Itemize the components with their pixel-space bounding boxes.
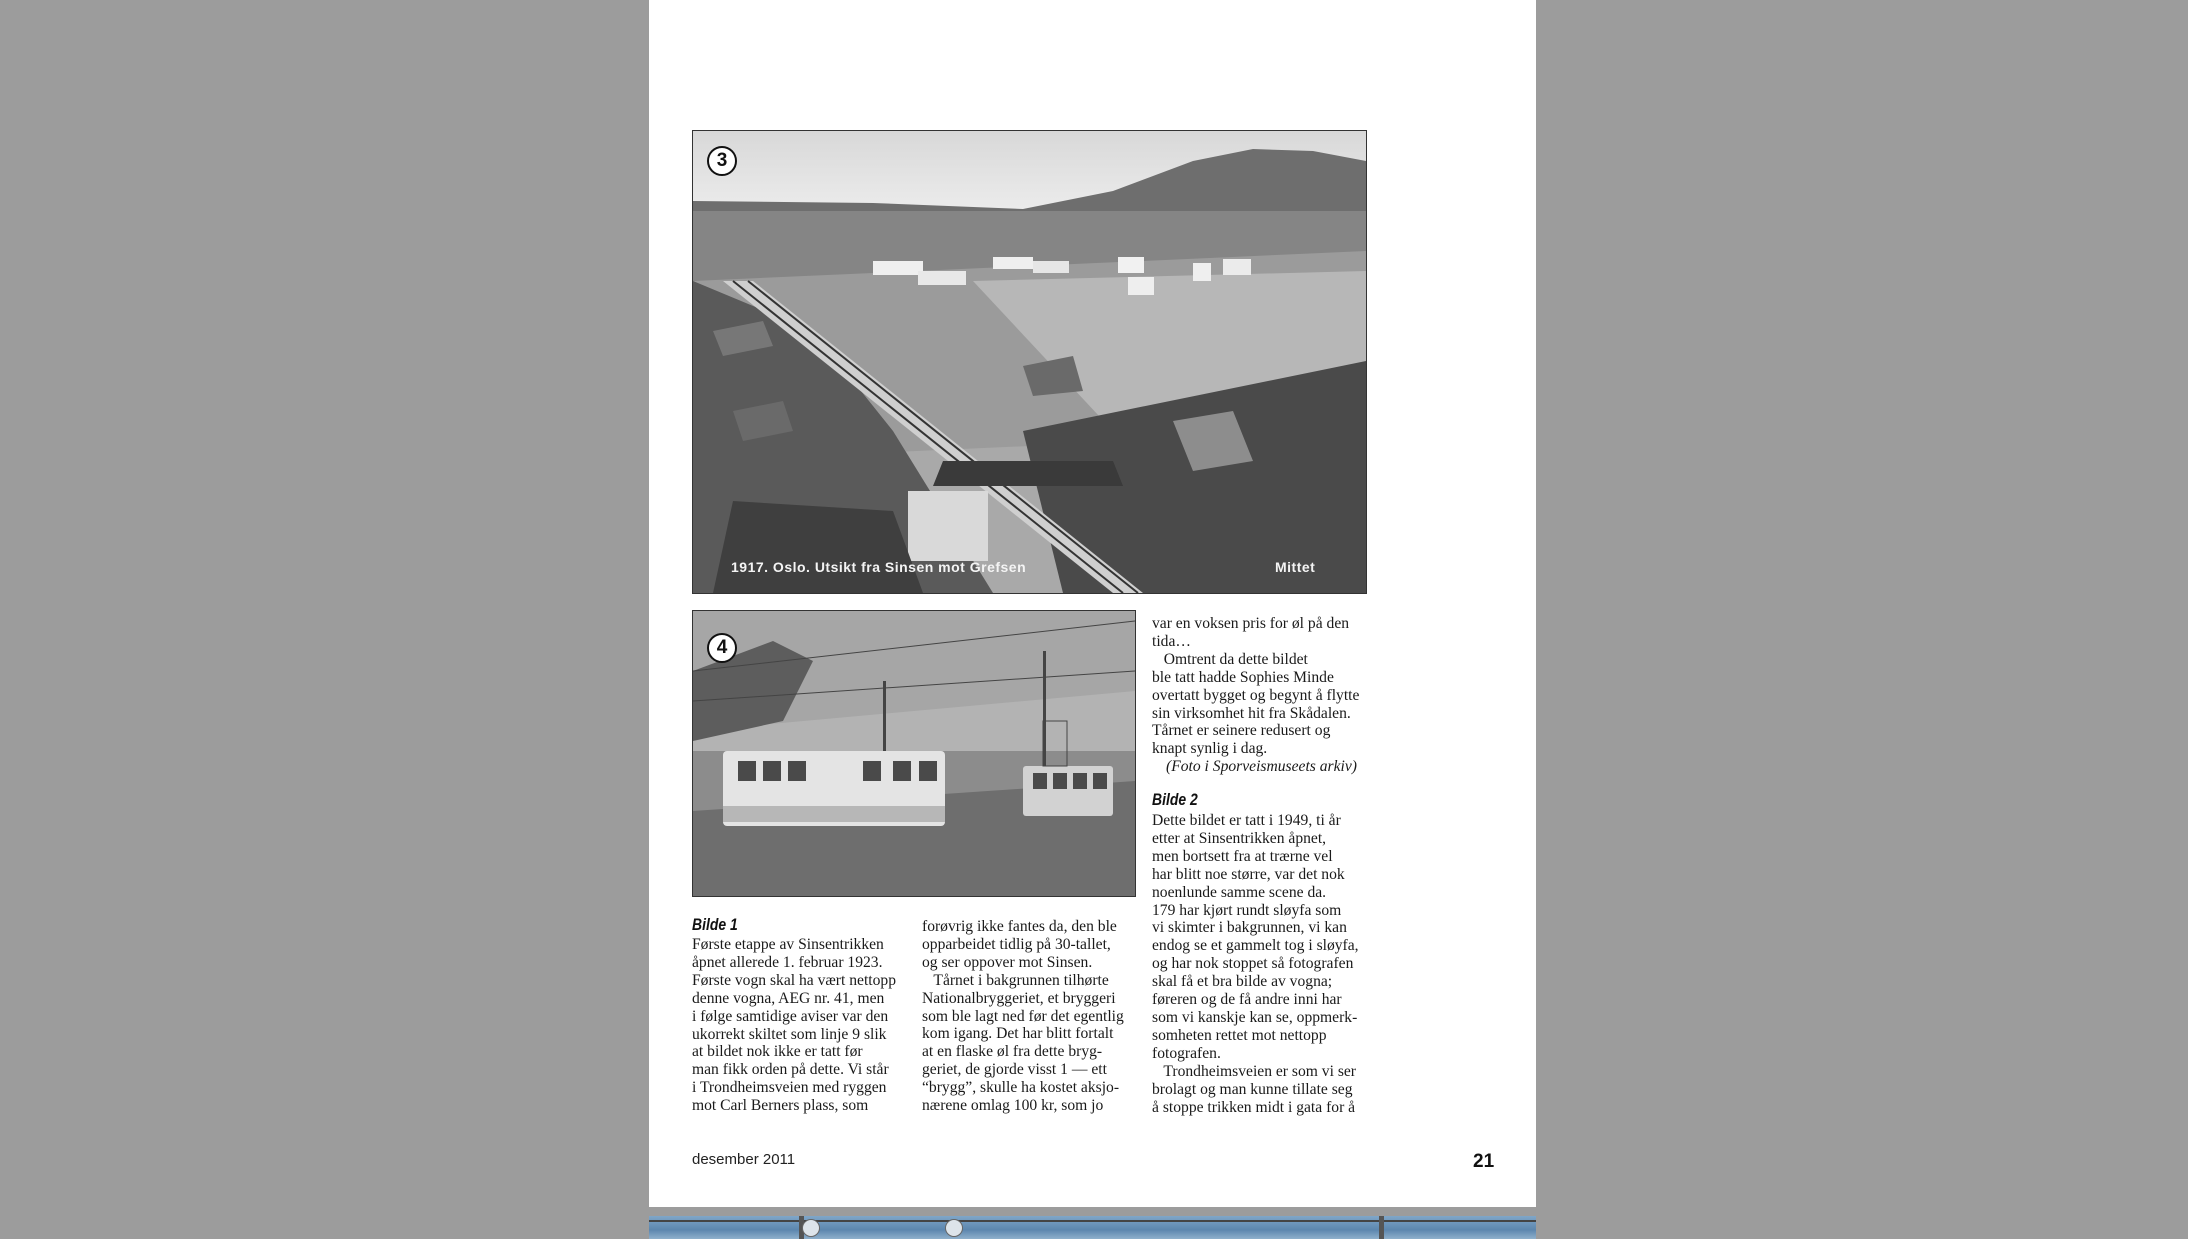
magazine-page: [649, 0, 1536, 1207]
section-heading-bilde-2: Bilde 2: [1152, 790, 1198, 809]
next-page-preview: [649, 1216, 1536, 1239]
photo-tram: [692, 610, 1136, 897]
overhead-wire: [649, 1220, 1536, 1222]
photo-number-badge: 3: [707, 146, 737, 176]
aerial-landscape-image: [693, 131, 1366, 593]
article-column-3-bilde-2: Dette bildet er tatt i 1949, ti år etter at Sinsentrikken åpnet, men bortsett fra at trærne vel har blitt noe større, var det nok noenlunde samme scene da. 179 har kjørt rundt sløyfa som vi skimter i bakgrunnen, vi kan endog se et gammelt tog i sløyfa, og har nok stoppet så fotografen skal få et bra bilde av vogna; føreren og de få andre inni har som vi kanskje kan se, oppmerk- somheten rettet mot nettopp fotografen. Trondheimsveien er som vi ser brolagt og man kunne tillate seg å stoppe trikken midt i gata for å: [1152, 812, 1359, 1116]
street-lamp: [802, 1219, 820, 1237]
article-column-1: Første etappe av Sinsentrikken åpnet allerede 1. februar 1923. Første vogn skal ha vært nettopp denne vogna, AEG nr. 41, men i følge samtidige aviser var den ukorrekt skiltet som linje 9 slik at bildet nok ikke er tatt før man fikk orden på dette. Vi står i Trondheimsveien med ryggen mot Carl Berners plass, som: [692, 936, 896, 1115]
pole: [1379, 1216, 1384, 1239]
section-heading-bilde-1: Bilde 1: [692, 915, 738, 934]
photographer-credit: Mittet: [1275, 559, 1316, 575]
tram-street-image: [693, 611, 1135, 896]
article-column-2: forøvrig ikke fantes da, den ble opparbeidet tidlig på 30-tallet, og ser oppover mot Sinsen. Tårnet i bakgrunnen tilhørte Nationalbryggeriet, et bryggeri som ble lagt ned før det egentlig kom igang. Det har blitt fortalt at en flaske øl fra dette bryg- geriet, de gjorde visst 1 — ett “brygg”, skulle ha kostet aksjo- nærene omlag 100 kr, som jo: [922, 918, 1124, 1115]
article-column-3-top: var en voksen pris for øl på den tida… Omtrent da dette bildet ble tatt hadde Sophies Minde overtatt bygget og begynt å flytte sin virksomhet hit fra Skådalen. Tårnet er seinere redusert og knapt synlig i dag.: [1152, 615, 1360, 758]
issue-date: desember 2011: [692, 1151, 796, 1168]
photo-caption: 1917. Oslo. Utsikt fra Sinsen mot Grefsen: [731, 559, 1027, 575]
photo-credit-line: (Foto i Sporveismuseets arkiv): [1166, 758, 1357, 775]
page-number: 21: [1473, 1151, 1495, 1172]
street-lamp: [945, 1219, 963, 1237]
photo-aerial-sinsen: [692, 130, 1367, 594]
photo-number-badge: 4: [707, 633, 737, 663]
